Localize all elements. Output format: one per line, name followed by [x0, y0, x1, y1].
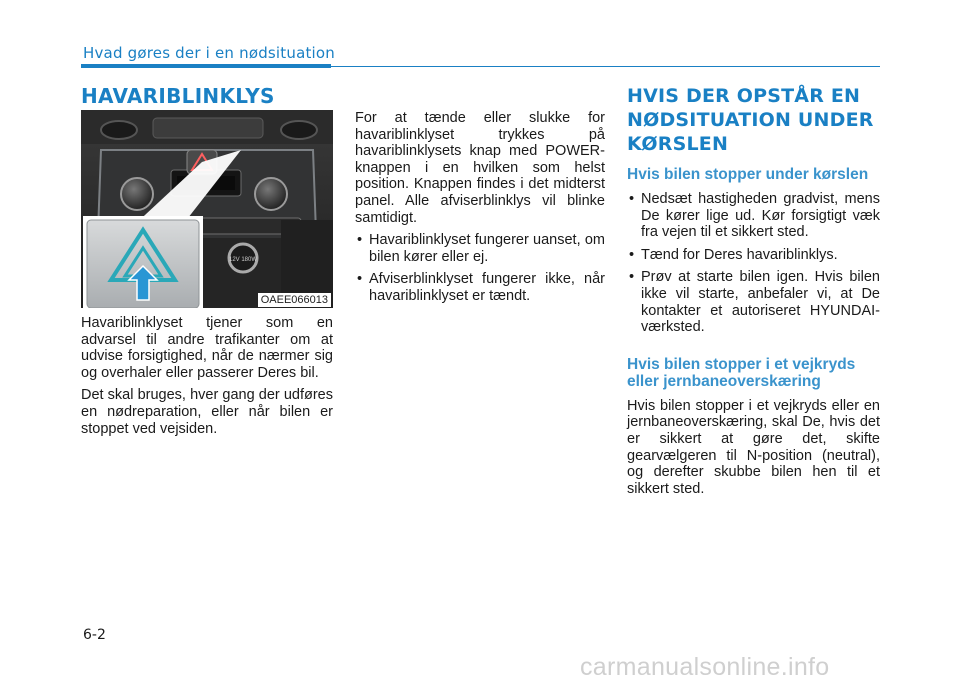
list-item: • Nedsæt hastigheden gradvist, mens De kører lige ud. Kør forsigtigt væk fra vejen til et sikkert sted. [629, 191, 880, 241]
bullet-icon: • [629, 191, 635, 207]
subheading-stop-while-driving: Hvis bilen stopper under kørslen [627, 166, 869, 183]
bullet-icon: • [629, 246, 635, 263]
image-code: OAEE066013 [258, 293, 331, 307]
list-item: • Afviserblinklyset fungerer ikke, når havariblinklyset er tændt. [357, 271, 605, 304]
left-column [81, 315, 333, 443]
section-title: Hvad gøres der i en nødsituation [83, 44, 336, 62]
watermark: carmanualsonline.info [580, 653, 830, 681]
list-item: • Tænd for Deres havariblinklys. [629, 246, 838, 263]
middle-column [355, 110, 605, 311]
header-rule-thin [331, 66, 880, 67]
paragraph: Havariblinklyset tjener som en advarsel til andre trafikanter om at udvise forsigtighed, når de nærmer sig og overhaler eller passerer Deres bil. [81, 315, 333, 381]
hazard-button-photo [81, 110, 333, 308]
emergency-heading: HVIS DER OPSTÅR EN NØDSITUATION UNDER KØRSLEN [627, 85, 874, 155]
dashboard-illustration [81, 110, 333, 308]
bullet-list [627, 191, 880, 336]
bullet-icon: • [357, 271, 363, 288]
header-rule-thick [81, 64, 331, 68]
page-number: 6-2 [83, 627, 106, 643]
bullet-icon: • [357, 232, 363, 249]
intro-paragraph: For at tænde eller slukke for havariblinklyset trykkes på havariblinklysets knap med POWER-knappen i en hvilken som helst position. Knappen findes i det midterst panel. Alle afviserblinklys vil blinke samtidigt. [355, 110, 605, 226]
charge-socket-label: 12V 180W [228, 257, 258, 263]
bullet-icon: • [629, 269, 635, 286]
right-column [627, 84, 880, 503]
paragraph: Det skal bruges, hver gang der udføres en nødreparation, eller når bilen er stoppet ved vejsiden. [81, 387, 333, 437]
subheading-stop-at-crossing: Hvis bilen stopper i et vejkryds eller jernbaneoverskæring [627, 355, 856, 390]
list-item: • Prøv at starte bilen igen. Hvis bilen ikke vil starte, anbefaler vi, at De kontakter et autoriseret HYUNDAI-værksted. [629, 269, 880, 336]
paragraph: Hvis bilen stopper i et vejkryds eller en jernbaneoverskæring, skal De, hvis det er sikkert at gøre det, skifte gearvælgeren til N-position (neutral), og derefter skubbe bilen hen til et sikkert sted. [627, 397, 880, 497]
bullet-list [355, 232, 605, 304]
main-heading: HAVARIBLINKLYS [81, 84, 275, 108]
list-item: • Havariblinklyset fungerer uanset, om bilen kører eller ej. [357, 232, 605, 265]
